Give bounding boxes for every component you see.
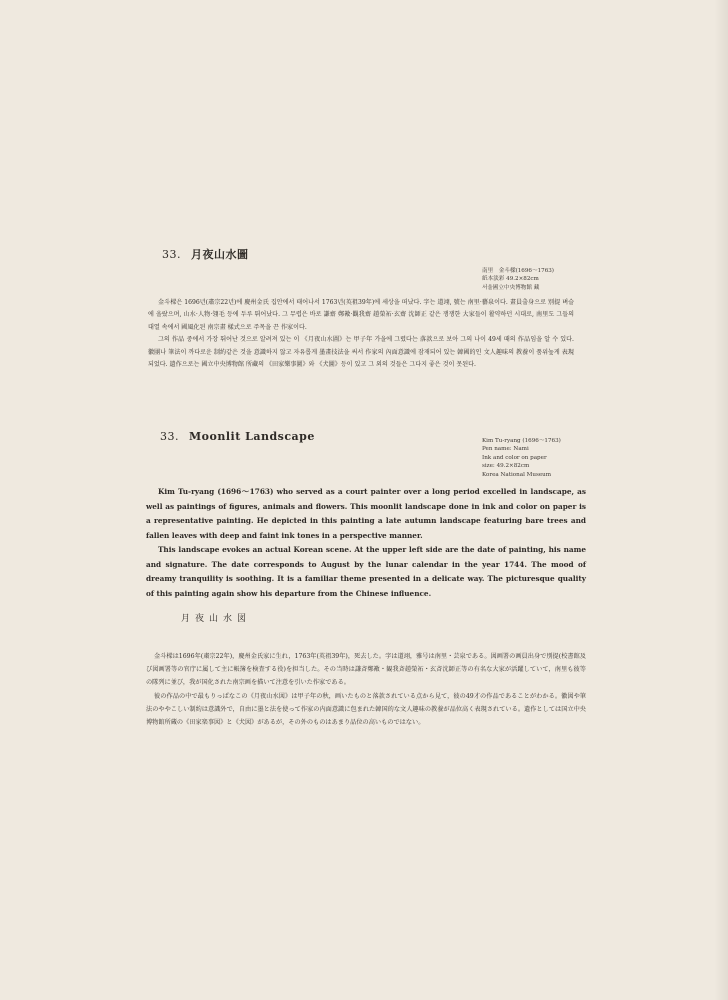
english-meta-artist: Kim Tu-ryang (1696～1763) bbox=[482, 438, 561, 444]
english-meta bbox=[482, 437, 561, 479]
korean-meta-medium: 紙本淡彩 49.2×82cm bbox=[482, 276, 539, 283]
korean-meta bbox=[482, 267, 554, 292]
english-entry-number: 33. bbox=[160, 430, 179, 443]
korean-body bbox=[148, 297, 574, 371]
japanese-body bbox=[146, 650, 586, 729]
english-title-text: Moonlit Landscape bbox=[189, 430, 315, 443]
korean-paragraph: 그의 作品 중에서 가장 뛰어난 것으로 알려져 있는 이 《月夜山水圖》는 甲子年 가을에 그렸다는 落款으로 보아 그의 나이 49세 때의 作品임을 알 수 있다. 徽團나 筆法이 까다로운 制約같은 것을 意識하지 않고 자유롭게 墨畫技法을 써서 作家의 內面意識에 잠재되어 있는 韓國的인 文人趣味의 教養이 품위높게 表現되었다. 遺作으로는 國立中央博物館 所藏의 《田家樂事圖》와 《犬圖》등이 있고 그 외의 것들은 그다지 좋은 것이 못된다. bbox=[148, 336, 574, 369]
korean-meta-artist: 南里 金斗樑(1696～1763) bbox=[482, 268, 554, 274]
english-meta-medium: Ink and color on paper bbox=[482, 454, 547, 461]
korean-title bbox=[162, 246, 249, 262]
english-meta-pen-name: Pen name: Nami bbox=[482, 446, 529, 453]
korean-paragraph: 金斗樑은 1696년(肅宗22년)에 慶州金氏 집안에서 태어나서 1763년(英祖39年)에 세상을 떠났다. 字는 道翊, 號는 南里·藝泉이다. 畫員출身으로 別提 벼슬에 올랐으며, 山水·人物·翎毛 등에 두루 뛰어났다. 그 무렵은 바로 謙齋 鄭敾·觀我齋 趙榮祏·玄齋 沈師正 같은 쟁쟁한 大家들이 활약하던 시대로, 南里도 그들의 대열 속에서 國風化된 南宗畫 樣式으로 주목을 끈 作家이다. bbox=[148, 299, 574, 331]
english-paragraph: This landscape evokes an actual Korean scene. At the upper left side are the date of painting, his name and signature. The date corresponds to August by the lunar calendar in the year 1744. The mood of dreamy tranquility is soothing. It is a familiar theme presented in a delicate way. The picturesque quality of this painting again show his departure from the Chinese influence. bbox=[146, 545, 586, 598]
japanese-paragraph: 金斗樑は1696年(粛宗22年)，慶州金氏家に生れ，1763年(英祖39年)，死去した。字は道翊，雅号は南里・芸泉である。図画署の画員出身で別提(校書館及び図画署等の官庁に属して主に帳簿を検査する役)を担当した。その当時は謙斉鄭敾・観我斉趙榮祏・玄斉沈師正等の有名な大家が活躍していて，南里も彼等の隊列に並び，我が国化された南宗画を描いて注意を引いた作家である。 bbox=[146, 653, 586, 687]
english-title bbox=[160, 430, 315, 443]
english-meta-collection: Korea National Museum bbox=[482, 471, 552, 478]
korean-meta-collection: 서울國立中央博物館 藏 bbox=[482, 284, 540, 291]
korean-title-text: 月夜山水圖 bbox=[191, 248, 249, 261]
japanese-title: 月夜山水図 bbox=[181, 614, 252, 624]
english-meta-size: size: 49.2×82cm bbox=[482, 463, 530, 470]
page-edge-shadow bbox=[714, 0, 728, 1000]
english-body bbox=[146, 485, 586, 601]
english-paragraph: Kim Tu-ryang (1696～1763) who served as a court painter over a long period excelled in landscape, as well as paintings of figures, animals and flowers. This moonlit landscape done in ink and color on paper is a representative painting. He depicted in this painting a late autumn landscape featuring bare trees and fallen leaves with deep and faint ink tones in a perspective manner. bbox=[146, 487, 586, 540]
korean-entry-number: 33. bbox=[162, 248, 181, 261]
japanese-paragraph: 彼の作品の中で最もりっぱなこの《月夜山水図》は甲子年の秋，画いたものと落款されている点から見て，彼の49才の作品であることがわかる。徽図や筆法のややこしい制約は意識外で，自由に墨と法を使って作家の内面意識に包まれた韓国的な文人趣味の教養が品位高く表現されている。遺作としては国立中央博物館所蔵の《田家楽事図》と《犬図》があるが，その外のものはあまり品位の高いものではない。 bbox=[146, 692, 586, 727]
